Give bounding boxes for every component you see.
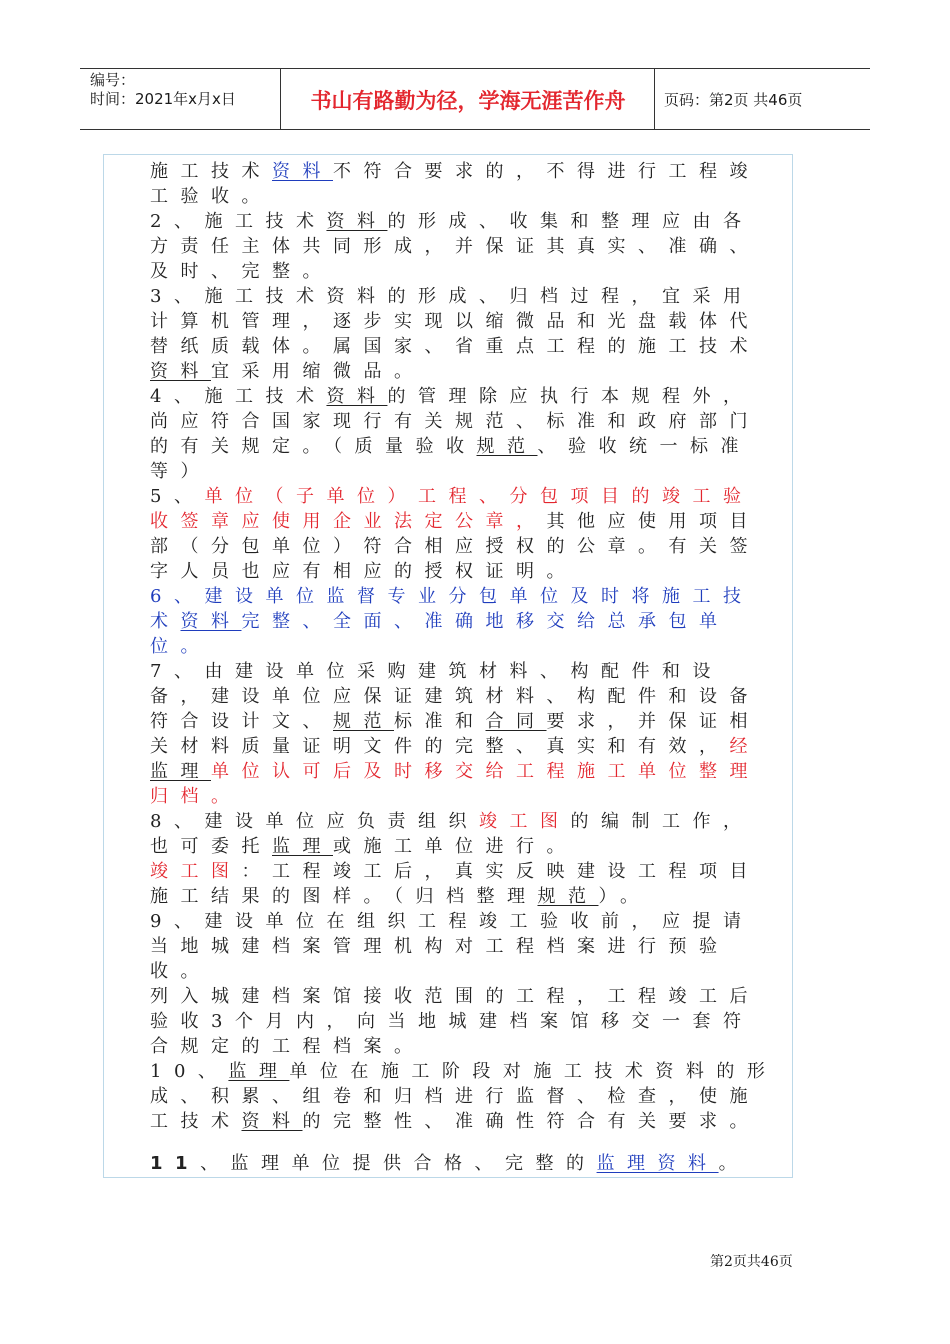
- text-run: 7、由建设单位采购建筑材料、构配件和设备，建设单位应保证建筑材料、构配件和设备符合设计文、: [150, 661, 760, 732]
- paragraph: [150, 484, 780, 584]
- text-run: 规范: [537, 886, 599, 907]
- text-run: 4、施工技术: [150, 386, 327, 407]
- text-run: 的管理除应执行本规程外，尚应符合国家现行有关规范、标准和政府部门的有关规定。（质量验收: [150, 386, 760, 457]
- text-run: 、监理单位提供合格、完整的: [200, 1153, 597, 1174]
- page-header: [80, 68, 870, 130]
- paragraph: [150, 209, 780, 284]
- paragraph: [150, 984, 780, 1059]
- text-run: 不符合要求的，不得进行工程竣工验收。: [150, 161, 760, 207]
- text-run: 资料: [326, 386, 388, 407]
- paragraph: [150, 1151, 780, 1176]
- text-run: 施工技术: [150, 161, 272, 182]
- text-run: 。: [718, 1153, 750, 1174]
- text-run: 、验收统一标准等）: [150, 436, 751, 482]
- text-run: 监理: [272, 836, 333, 857]
- header-divider: [280, 69, 281, 129]
- text-run: 5、: [150, 486, 205, 507]
- paragraph: [150, 384, 780, 484]
- header-meta: [90, 71, 236, 109]
- text-run: 监理: [228, 1061, 290, 1082]
- text-run: 资料: [326, 211, 388, 232]
- text-run: 竣工图: [478, 811, 571, 832]
- paragraph: [150, 1059, 780, 1134]
- text-run: 6、建设单位监督专业分包单位及时将施工技术: [150, 586, 754, 632]
- text-run: 规范: [476, 436, 538, 457]
- paragraph: [150, 284, 780, 384]
- paragraph: [150, 159, 780, 209]
- text-run: 资料: [150, 361, 211, 382]
- text-run: 监理: [150, 761, 211, 782]
- code-label: 编号：: [90, 71, 136, 89]
- text-run: 10、: [150, 1061, 229, 1082]
- text-run: 9、建设单位在组织工程竣工验收前，应提请当地城建档案管理机构对工程档案进行预验收。: [150, 911, 754, 982]
- text-run: 经: [729, 736, 760, 757]
- text-run: 规范: [333, 711, 394, 732]
- text-run: 竣工图: [150, 861, 242, 882]
- paragraph: [150, 909, 780, 984]
- time-label: 时间：2021年x月x日: [90, 90, 236, 108]
- text-run: 的编制工作，也可委托: [150, 811, 754, 857]
- text-run: 标准和: [394, 711, 486, 732]
- text-run: 单位在施工阶段对施工技术资料的形成、积累、组卷和归档进行监督、检查，使施工技术: [150, 1061, 778, 1132]
- paragraph: [150, 584, 780, 659]
- text-run: 11: [150, 1153, 201, 1174]
- text-run: 单位认可后及时移交给工程施工单位整理归档。: [150, 761, 760, 807]
- paragraph: [150, 809, 780, 859]
- text-run: 8、建设单位应负责组织: [150, 811, 479, 832]
- header-page-info: 页码：第2页 共46页: [664, 91, 803, 109]
- page-footer: 第2页共46页: [710, 1254, 793, 1270]
- content-box: [103, 154, 793, 1178]
- text-run: 资料: [241, 1111, 303, 1132]
- text-run: 或施工单位进行。: [333, 836, 577, 857]
- text-link[interactable]: 资料: [180, 611, 242, 632]
- header-divider: [654, 69, 655, 129]
- text-run: 要求，并保证相关材料质量证明文件的完整、真实和有效，: [150, 711, 760, 757]
- text-run: 合同: [485, 711, 547, 732]
- text-run: ）。: [598, 886, 651, 907]
- text-run: 宜采用缩微品。: [211, 361, 425, 382]
- text-run: 其他应使用项目部（分包单位）符合相应授权的公章。有关签字人员也应有相应的授权证明。: [150, 511, 760, 582]
- text-run: 的完整性、准确性符合有关要求。: [302, 1111, 760, 1132]
- text-run: 完整、全面、准确地移交给总承包单位。: [150, 611, 730, 657]
- text-run: 3、施工技术资料的形成、归档过程，宜采用计算机管理，逐步实现以缩微品和光盘载体代替纸质载体。属国家、省重点工程的施工技术: [150, 286, 760, 357]
- text-run: 的形成、收集和整理应由各方责任主体共同形成，并保证其真实、准确、及时、完整。: [150, 211, 760, 282]
- text-run: 单位（子单位）工程、分包项目的竣工验收签章应使用企业法定公章，: [150, 486, 754, 532]
- text-run: ：工程竣工后，真实反映建设工程项目施工结果的图样。（归档整理: [150, 861, 760, 907]
- header-motto: 书山有路勤为径，学海无涯苦作舟: [310, 88, 626, 113]
- text-link[interactable]: 资料: [272, 161, 333, 182]
- text-run: 列入城建档案馆接收范围的工程，工程竣工后验收3个月内，向当地城建档案馆移交一套符合规定的工程档案。: [150, 986, 760, 1057]
- text-link[interactable]: 监理资料: [596, 1153, 719, 1174]
- paragraph: [150, 859, 780, 909]
- paragraph: [150, 659, 780, 809]
- text-run: 2、施工技术: [150, 211, 327, 232]
